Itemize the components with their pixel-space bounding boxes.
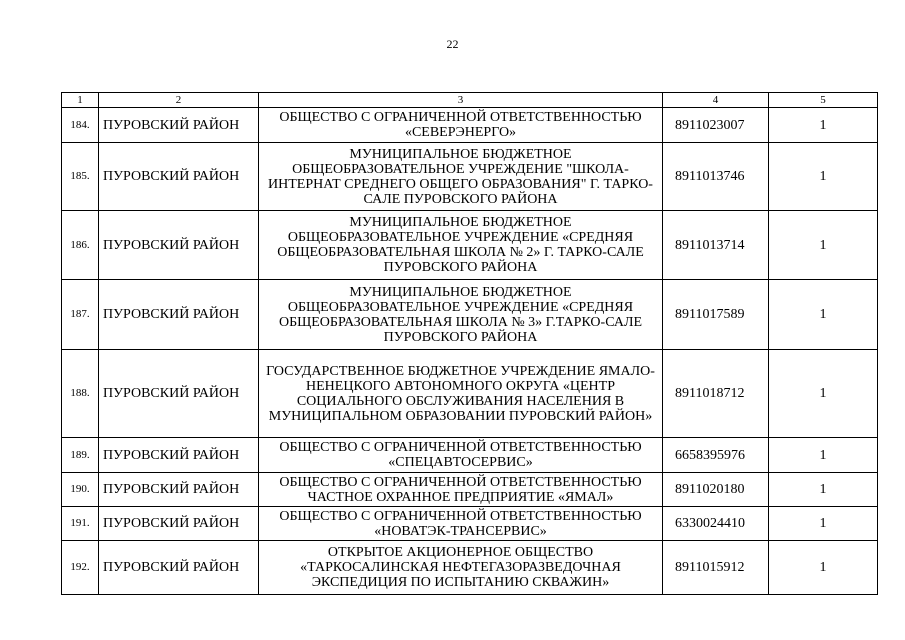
quantity-cell: 1 — [769, 350, 878, 438]
header-cell-2: 2 — [99, 93, 259, 108]
inn-cell: 8911017589 — [663, 280, 769, 350]
district-cell: ПУРОВСКИЙ РАЙОН — [99, 350, 259, 438]
inn-cell: 8911013746 — [663, 143, 769, 211]
table-row — [62, 473, 878, 507]
organization-cell: МУНИЦИПАЛЬНОЕ БЮДЖЕТНОЕ ОБЩЕОБРАЗОВАТЕЛЬНОЕ УЧРЕЖДЕНИЕ "ШКОЛА-ИНТЕРНАТ СРЕДНЕГО ОБЩЕГО ОБРАЗОВАНИЯ" Г. ТАРКО-САЛЕ ПУРОВСКОГО РАЙОНА — [259, 143, 663, 211]
district-cell: ПУРОВСКИЙ РАЙОН — [99, 541, 259, 595]
organization-cell: ГОСУДАРСТВЕННОЕ БЮДЖЕТНОЕ УЧРЕЖДЕНИЕ ЯМАЛО-НЕНЕЦКОГО АВТОНОМНОГО ОКРУГА «ЦЕНТР СОЦИАЛЬНОГО ОБСЛУЖИВАНИЯ НАСЕЛЕНИЯ В МУНИЦИПАЛЬНОМ ОБРАЗОВАНИИ ПУРОВСКИЙ РАЙОН» — [259, 350, 663, 438]
table-row — [62, 108, 878, 143]
quantity-cell: 1 — [769, 507, 878, 541]
header-cell-4: 4 — [663, 93, 769, 108]
district-cell: ПУРОВСКИЙ РАЙОН — [99, 507, 259, 541]
quantity-cell: 1 — [769, 541, 878, 595]
row-number: 185. — [62, 143, 99, 211]
header-cell-1: 1 — [62, 93, 99, 108]
organization-cell: МУНИЦИПАЛЬНОЕ БЮДЖЕТНОЕ ОБЩЕОБРАЗОВАТЕЛЬНОЕ УЧРЕЖДЕНИЕ «СРЕДНЯЯ ОБЩЕОБРАЗОВАТЕЛЬНАЯ ШКОЛА № 3» Г.ТАРКО-САЛЕ ПУРОВСКОГО РАЙОНА — [259, 280, 663, 350]
quantity-cell: 1 — [769, 211, 878, 280]
row-number: 186. — [62, 211, 99, 280]
organization-cell: МУНИЦИПАЛЬНОЕ БЮДЖЕТНОЕ ОБЩЕОБРАЗОВАТЕЛЬНОЕ УЧРЕЖДЕНИЕ «СРЕДНЯЯ ОБЩЕОБРАЗОВАТЕЛЬНАЯ ШКОЛА № 2» Г. ТАРКО-САЛЕ ПУРОВСКОГО РАЙОНА — [259, 211, 663, 280]
table-row — [62, 211, 878, 280]
header-cell-5: 5 — [769, 93, 878, 108]
row-number: 192. — [62, 541, 99, 595]
organization-cell: ОБЩЕСТВО С ОГРАНИЧЕННОЙ ОТВЕТСТВЕННОСТЬЮ «СПЕЦАВТОСЕРВИС» — [259, 438, 663, 473]
quantity-cell: 1 — [769, 473, 878, 507]
organization-cell: ОБЩЕСТВО С ОГРАНИЧЕННОЙ ОТВЕТСТВЕННОСТЬЮ «НОВАТЭК-ТРАНСЕРВИС» — [259, 507, 663, 541]
table-row — [62, 143, 878, 211]
inn-cell: 6330024410 — [663, 507, 769, 541]
district-cell: ПУРОВСКИЙ РАЙОН — [99, 143, 259, 211]
row-number: 188. — [62, 350, 99, 438]
table-row — [62, 280, 878, 350]
organization-cell: ОБЩЕСТВО С ОГРАНИЧЕННОЙ ОТВЕТСТВЕННОСТЬЮ ЧАСТНОЕ ОХРАННОЕ ПРЕДПРИЯТИЕ «ЯМАЛ» — [259, 473, 663, 507]
row-number: 190. — [62, 473, 99, 507]
table-row — [62, 350, 878, 438]
row-number: 189. — [62, 438, 99, 473]
header-row — [62, 93, 878, 108]
inn-cell: 8911023007 — [663, 108, 769, 143]
table-row — [62, 507, 878, 541]
district-cell: ПУРОВСКИЙ РАЙОН — [99, 438, 259, 473]
row-number: 191. — [62, 507, 99, 541]
page-number: 22 — [446, 37, 459, 51]
quantity-cell: 1 — [769, 143, 878, 211]
quantity-cell: 1 — [769, 280, 878, 350]
table-row — [62, 438, 878, 473]
inn-cell: 6658395976 — [663, 438, 769, 473]
header-cell-3: 3 — [259, 93, 663, 108]
organizations-table — [61, 92, 878, 595]
table-row — [62, 541, 878, 595]
row-number: 187. — [62, 280, 99, 350]
district-cell: ПУРОВСКИЙ РАЙОН — [99, 211, 259, 280]
district-cell: ПУРОВСКИЙ РАЙОН — [99, 280, 259, 350]
row-number: 184. — [62, 108, 99, 143]
inn-cell: 8911013714 — [663, 211, 769, 280]
inn-cell: 8911018712 — [663, 350, 769, 438]
quantity-cell: 1 — [769, 108, 878, 143]
organization-cell: ОТКРЫТОЕ АКЦИОНЕРНОЕ ОБЩЕСТВО «ТАРКОСАЛИНСКАЯ НЕФТЕГАЗОРАЗВЕДОЧНАЯ ЭКСПЕДИЦИЯ ПО ИСПЫТАНИЮ СКВАЖИН» — [259, 541, 663, 595]
district-cell: ПУРОВСКИЙ РАЙОН — [99, 473, 259, 507]
inn-cell: 8911015912 — [663, 541, 769, 595]
quantity-cell: 1 — [769, 438, 878, 473]
inn-cell: 8911020180 — [663, 473, 769, 507]
district-cell: ПУРОВСКИЙ РАЙОН — [99, 108, 259, 143]
organization-cell: ОБЩЕСТВО С ОГРАНИЧЕННОЙ ОТВЕТСТВЕННОСТЬЮ «СЕВЕРЭНЕРГО» — [259, 108, 663, 143]
